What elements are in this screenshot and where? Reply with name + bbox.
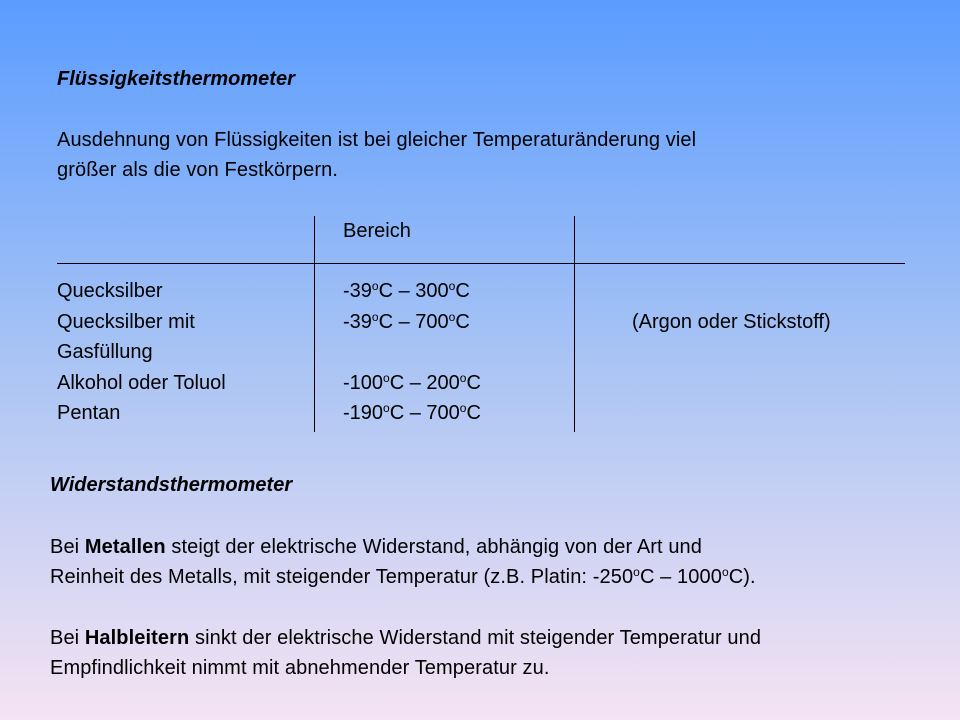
table-row-range: -190$^o$C – 700$^o$C — [343, 401, 481, 424]
semiconductors-line-1: Bei Halbleitern sinkt der elektrische Widerstand mit steigender Temperatur und — [50, 627, 762, 649]
table-divider-right — [574, 216, 575, 432]
table-row-name: Alkohol oder Toluol — [57, 372, 226, 394]
table-row-range: -39$^o$C – 700$^o$C — [343, 310, 470, 333]
section-title-resistance-thermometer: Widerstandsthermometer — [50, 474, 293, 496]
table-header-rule — [57, 263, 905, 264]
table-row-range: -100$^o$C – 200$^o$C — [343, 371, 481, 394]
table-header-range: Bereich — [343, 220, 411, 242]
section-title-liquid-thermometer: Flüssigkeitsthermometer — [57, 68, 295, 90]
table-row-name: Pentan — [57, 402, 121, 424]
table-row-note: (Argon oder Stickstoff) — [632, 311, 831, 333]
semiconductors-paragraph — [50, 623, 761, 683]
intro-line-1: Ausdehnung von Flüssigkeiten ist bei gleicher Temperaturänderung viel — [57, 129, 697, 151]
intro-paragraph — [57, 125, 696, 185]
table-row-name: Gasfüllung — [57, 341, 153, 363]
metals-line-1: Bei Metallen steigt der elektrische Widerstand, abhängig von der Art und — [50, 536, 703, 558]
table-row-range: -39$^o$C – 300$^o$C — [343, 279, 470, 302]
metals-line-2: Reinheit des Metalls, mit steigender Temperatur (z.B. Platin: -250$^o$C – 1000$^o$C). — [50, 565, 756, 588]
table-divider-left — [314, 216, 315, 432]
table-row-name: Quecksilber — [57, 280, 163, 302]
table-row-name: Quecksilber mit — [57, 311, 195, 333]
semiconductors-emphasis: Halbleitern — [84, 627, 190, 649]
intro-line-2: größer als die von Festkörpern. — [57, 159, 339, 181]
metals-paragraph — [50, 532, 756, 592]
metals-emphasis: Metallen — [84, 536, 166, 558]
semiconductors-line-2: Empfindlichkeit nimmt mit abnehmender Temperatur zu. — [50, 657, 550, 679]
